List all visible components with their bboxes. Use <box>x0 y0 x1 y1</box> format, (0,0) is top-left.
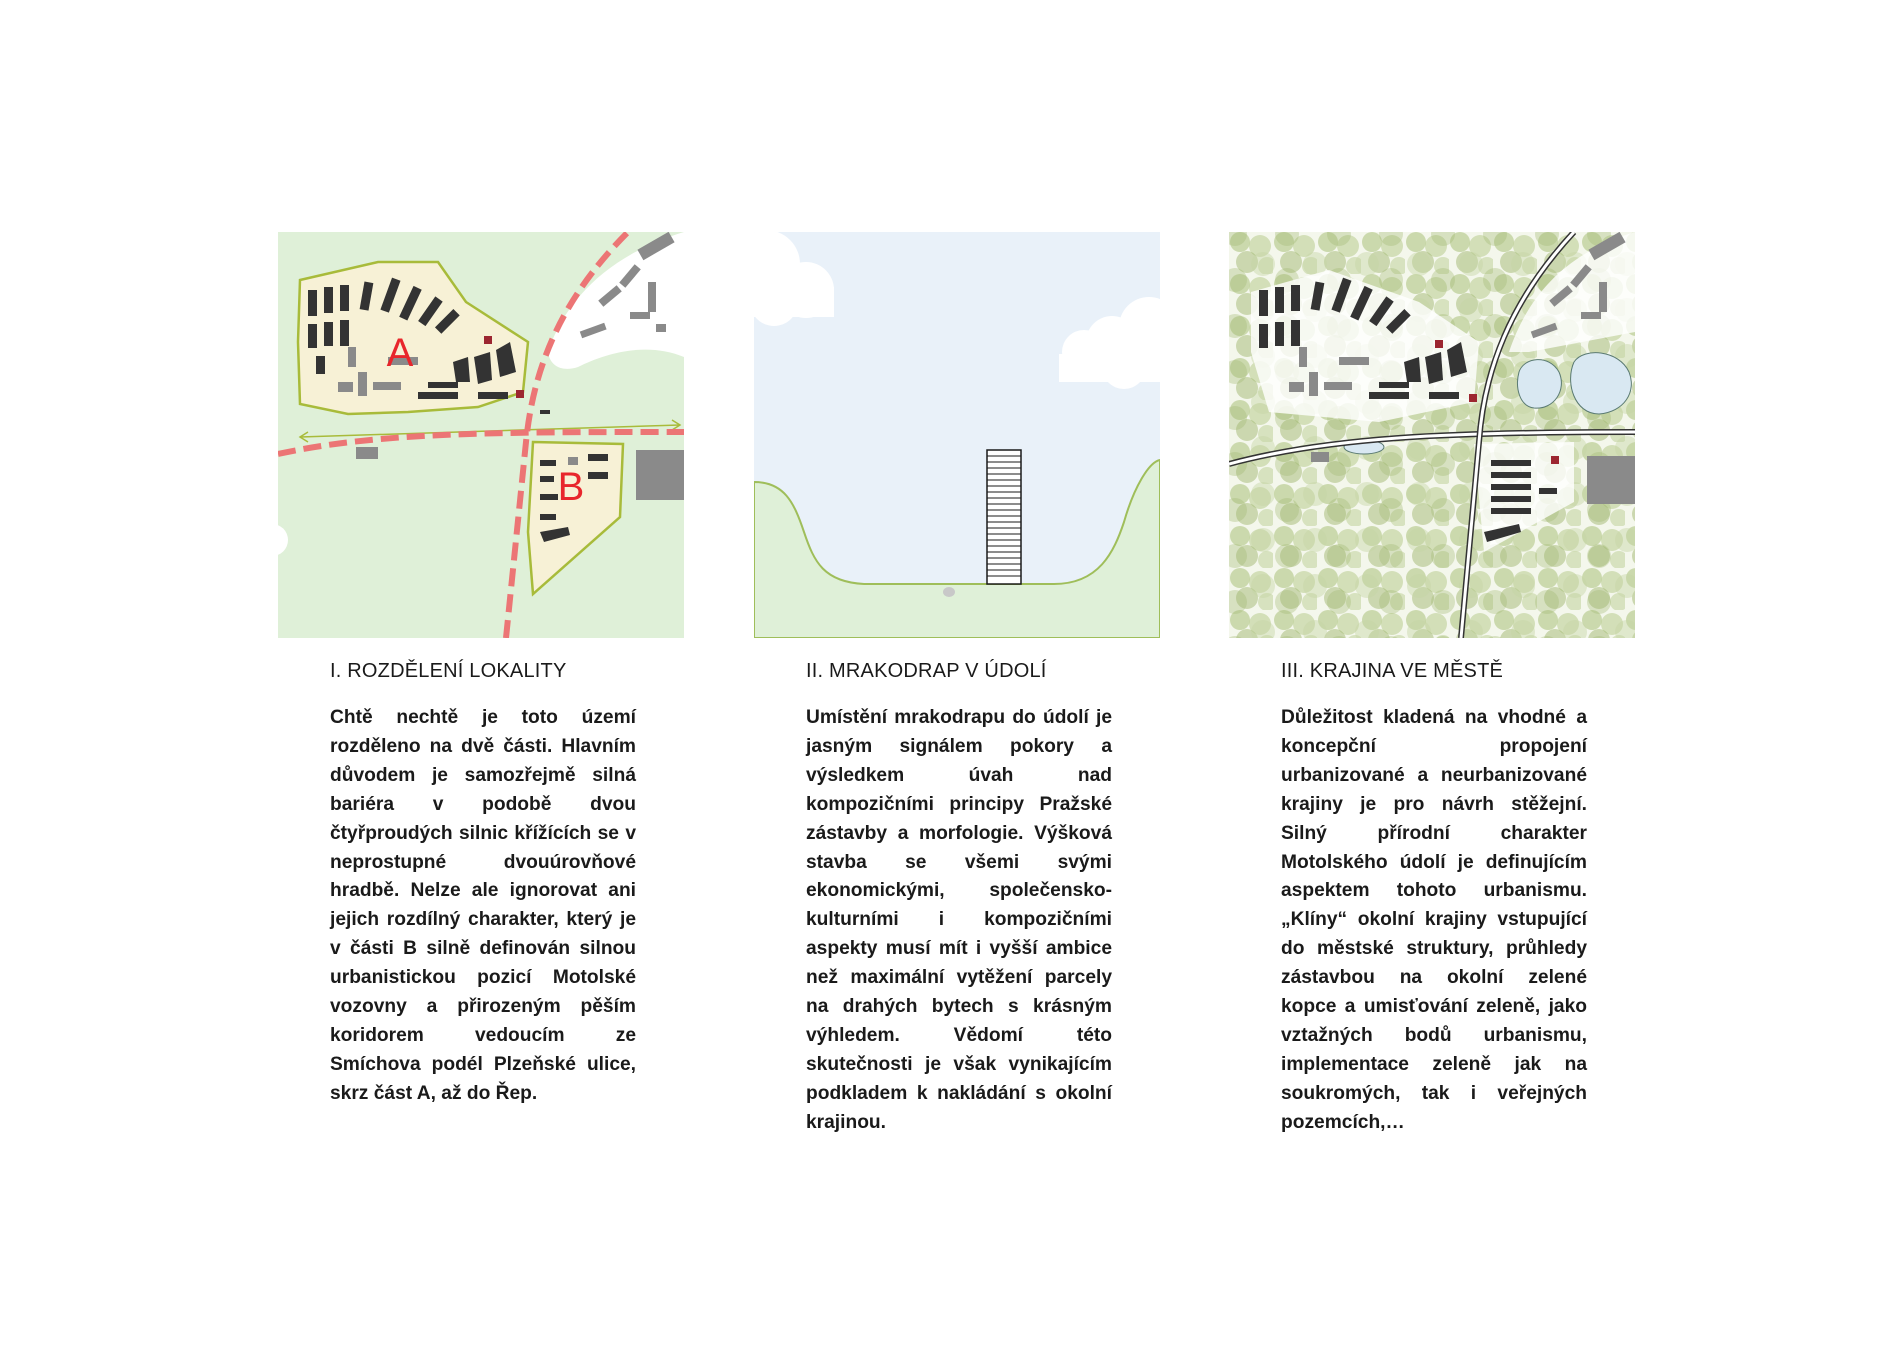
buildings-b-existing <box>568 457 578 465</box>
pond-icon <box>1518 360 1562 409</box>
panel-heading: II. MRAKODRAP V ÚDOLÍ <box>806 660 1047 682</box>
panel-body: Umístění mrakodrapu do údolí je jasným signálem pokory a výsledkem úvah nad kompozičními principy Pražské zástavby a morfologie. Výšková stavba se všemi svými ekonomickými, společensko-kulturními i kompozičními aspekty musí mít i vyšší ambice než maximální vytěžení parcely na drahých bytech s krásným výhledem. Vědomí této skutečnosti je však vynikajícím podkladem k nakládání s okolní krajinou. <box>806 707 1112 1133</box>
panel-skyscraper-valley <box>754 232 1160 1133</box>
landmark-marker <box>484 336 492 344</box>
landmark-marker <box>516 390 524 398</box>
diagram-lot-division <box>278 232 684 638</box>
landmark-marker <box>1551 456 1559 464</box>
landmark-marker <box>1435 340 1443 348</box>
panel-body: Chtě nechtě je toto území rozděleno na dvě části. Hlavním důvodem je samozřejmě silná bariéra v podobě dvou čtyřproudých silnic křížících se v neprostupné dvouúrovňové hradbě. Nelze ale ignorovat ani jejich rozdílný charakter, který je v části B silně definován silnou urbanistickou pozicí Motolské vozovny a přirozeným pěším koridorem vedoucím ze Smíchova podél Plzeňské ulice, skrz část A, až do Řep. <box>330 707 636 1104</box>
tram-depot <box>1587 456 1635 504</box>
panel-lot-division <box>278 232 684 1104</box>
label-a: A <box>386 331 414 375</box>
landmark-marker <box>1469 394 1477 402</box>
diagram-skyscraper-valley <box>754 232 1160 638</box>
skyscraper-elevation-icon <box>987 450 1021 584</box>
diagram-landscape-in-city <box>1229 232 1635 638</box>
label-b: B <box>557 465 585 509</box>
panel-heading: I. ROZDĚLENÍ LOKALITY <box>330 660 567 682</box>
panel-landscape-in-city <box>1229 232 1635 1133</box>
panel-body: Důležitost kladená na vhodné a koncepční propojení urbanizované a neurbanizované krajiny je pro návrh stěžejní. Silný přírodní charakter Motolského údolí je definujícím aspektem tohoto urbanismu. „Klíny“ okolní krajiny vstupující do městské struktury, průhledy zástavbou na okolní zelené kopce a umisťování zeleně, jako vztažných bodů urbanismu, implementace zeleně jak na soukromých, tak i veřejných pozemcích,… <box>1281 707 1587 1133</box>
panel-heading: III. KRAJINA VE MĚSTĚ <box>1281 660 1504 682</box>
tram-depot <box>636 450 684 500</box>
pond <box>943 587 955 597</box>
